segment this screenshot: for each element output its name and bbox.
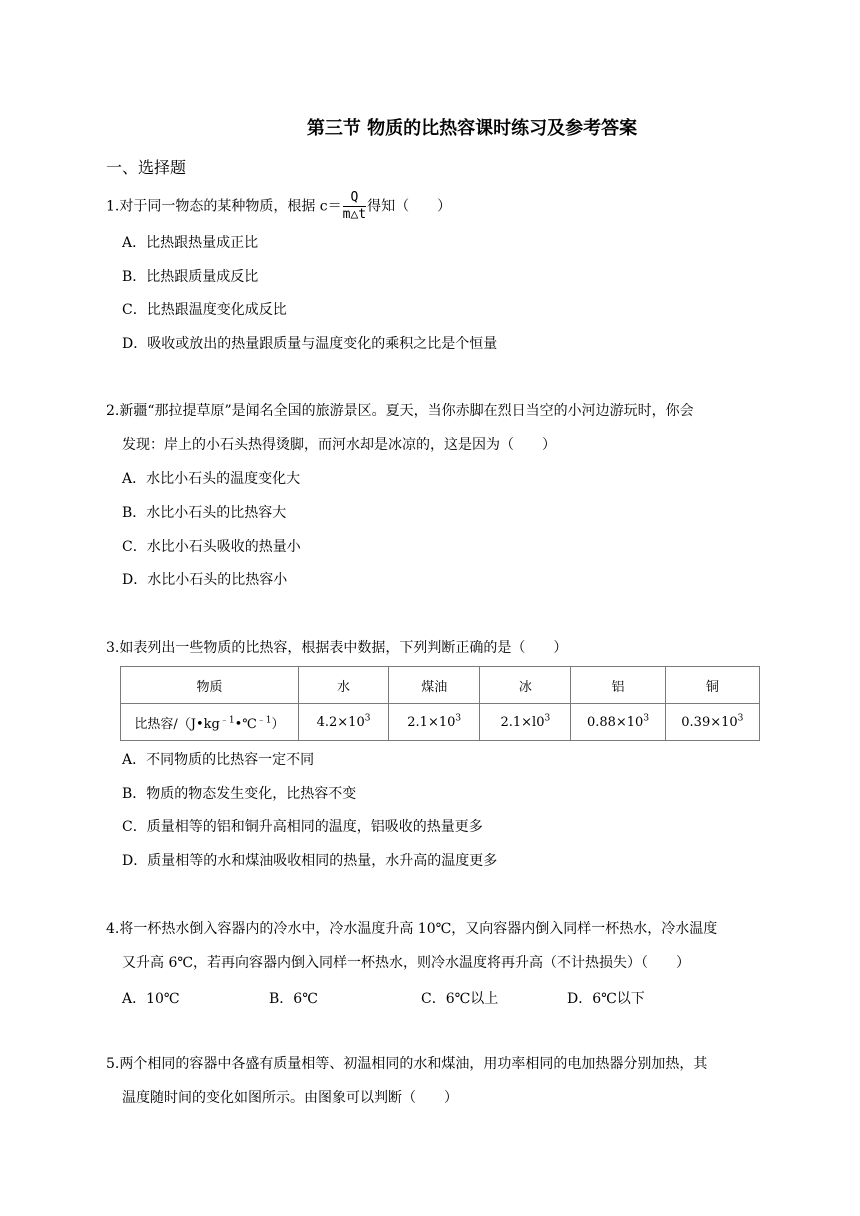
- table-row: [121, 704, 760, 741]
- row-label-text: 比热容/（J•kg: [134, 716, 220, 732]
- fraction-denominator: m△t: [342, 207, 367, 222]
- cell-value: 0.88×10: [586, 714, 644, 730]
- table-cell: [298, 704, 388, 741]
- page-title: 第三节 物质的比热容课时练习及参考答案: [306, 118, 638, 139]
- table-header-cell: 水: [298, 667, 388, 704]
- question-4-line-2: 又升高 6℃，若再向容器内倒入同样一杯热水，则冷水温度将再升高（不计热损失）（ ）: [122, 955, 691, 971]
- option-2b: B．水比小石头的比热容大: [122, 505, 287, 521]
- option-3d: D．质量相等的水和煤油吸收相同的热量，水升高的温度更多: [122, 853, 498, 869]
- row-label-sup: ﹣1: [219, 715, 235, 726]
- table-header-row: [121, 667, 760, 704]
- option-1b: B．比热跟质量成反比: [122, 269, 259, 285]
- question-2-line-1: 2.新疆“那拉提草原”是闻名全国的旅游景区。夏天，当你赤脚在烈日当空的小河边游玩时，你会: [106, 403, 694, 419]
- question-1-suffix: 得知（ ）: [367, 198, 452, 215]
- table-cell: [571, 704, 665, 741]
- option-4d: D．6℃以下: [567, 991, 645, 1007]
- table-cell: [480, 704, 571, 741]
- table-cell: [389, 704, 480, 741]
- option-3b: B．物质的物态发生变化，比热容不变: [122, 786, 357, 802]
- cell-value: 0.39×10: [681, 714, 738, 730]
- table-header-cell: 物质: [121, 667, 299, 704]
- question-1-prefix: 1.对于同一物态的某种物质，根据 c＝: [106, 198, 342, 215]
- table-header-cell: 铜: [665, 667, 759, 704]
- cell-exponent: 3: [544, 713, 551, 724]
- option-3a: A．不同物质的比热容一定不同: [122, 752, 315, 768]
- cell-value: 2.1×10: [407, 714, 456, 730]
- section-heading: 一、选择题: [106, 158, 187, 177]
- question-2-line-2: 发现：岸上的小石头热得烫脚，而河水却是冰凉的，这是因为（ ）: [122, 437, 556, 453]
- option-2d: D．水比小石头的比热容小: [122, 572, 288, 588]
- question-4-line-1: 4.将一杯热水倒入容器内的冷水中，冷水温度升高 10℃，又向容器内倒入同样一杯热水，冷水温度: [106, 921, 718, 937]
- question-1: [106, 190, 451, 223]
- cell-exponent: 3: [737, 713, 744, 724]
- cell-value: 4.2×10: [316, 714, 365, 730]
- option-2a: A．水比小石头的温度变化大: [122, 471, 301, 487]
- cell-exponent: 3: [455, 713, 462, 724]
- cell-exponent: 3: [643, 713, 650, 724]
- question-3: 3.如表列出一些物质的比热容，根据表中数据，下列判断正确的是（ ）: [106, 640, 568, 656]
- option-1a: A．比热跟热量成正比: [122, 235, 259, 251]
- option-4b: B．6℃: [269, 991, 318, 1007]
- row-label-sup: ﹣1: [256, 715, 272, 726]
- table-cell: [665, 704, 759, 741]
- question-5-line-2: 温度随时间的变化如图所示。由图象可以判断（ ）: [122, 1090, 458, 1106]
- option-1d: D．吸收或放出的热量跟质量与温度变化的乘积之比是个恒量: [122, 336, 498, 352]
- option-4a: A．10℃: [122, 991, 180, 1007]
- cell-exponent: 3: [364, 713, 371, 724]
- row-label-text: ）: [271, 716, 285, 732]
- specific-heat-table: [120, 666, 760, 741]
- table-header-cell: 冰: [480, 667, 571, 704]
- row-label-text: •℃: [234, 716, 257, 732]
- option-3c: C．质量相等的铝和铜升高相同的温度，铝吸收的热量更多: [122, 819, 483, 835]
- table-row-label: [121, 704, 299, 741]
- question-5-line-1: 5.两个相同的容器中各盛有质量相等、初温相同的水和煤油，用功率相同的电加热器分别加热，其: [106, 1056, 708, 1072]
- table-header-cell: 煤油: [389, 667, 480, 704]
- option-4c: C．6℃以上: [421, 991, 499, 1007]
- table-header-cell: 铝: [571, 667, 665, 704]
- option-2c: C．水比小石头吸收的热量小: [122, 539, 301, 555]
- option-1c: C．比热跟温度变化成反比: [122, 302, 287, 318]
- formula-fraction: [343, 190, 366, 223]
- cell-value: 2.1×l0: [500, 714, 545, 730]
- fraction-numerator: Q: [343, 190, 366, 207]
